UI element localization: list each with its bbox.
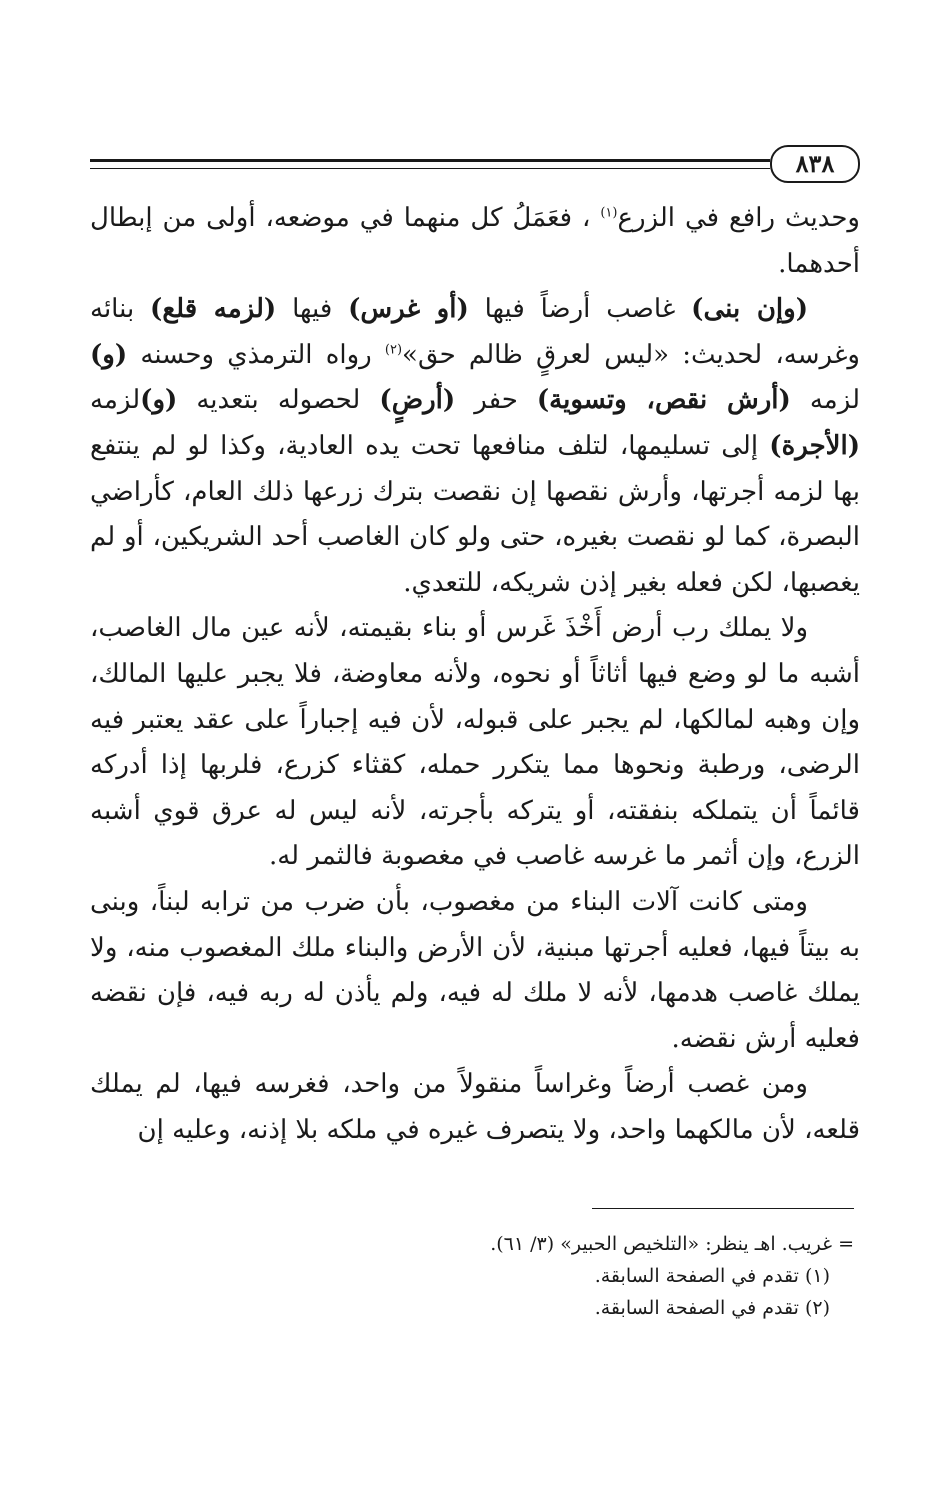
sharh-text: غاصب أرضاً فيها — [468, 294, 692, 325]
matn-text: (لزمه قلع) — [150, 294, 277, 325]
header-rule — [90, 159, 770, 169]
matn-text: (أرضٍ) — [379, 385, 456, 416]
sharh-text: لزمه — [90, 385, 141, 416]
footnote-separator — [592, 1208, 854, 1209]
matn-text: (أو غرس) — [348, 294, 469, 325]
matn-text: (و) — [90, 339, 128, 370]
paragraph — [90, 196, 860, 287]
page-header — [90, 145, 860, 181]
matn-text: (وإن بنى) — [691, 294, 809, 325]
sharh-text: لحصوله بتعديه — [177, 385, 380, 416]
paragraph — [90, 287, 860, 606]
footnote: (١) تقدم في الصفحة السابقة. — [594, 1265, 830, 1287]
footnotes — [84, 1228, 854, 1324]
sharh-text: ، فعَمَلُ كل منهما في موضعه، أولى من إبطال أحدهما. — [90, 203, 860, 279]
main-text — [90, 196, 860, 1153]
footnote-ref: (١) — [600, 205, 618, 221]
sharh-text: إلى تسليمها، لتلف منافعها تحت يده العادية، وكذا لو لم ينتفع بها لزمه أجرتها، وأرش نقصها إن نقصت بترك زرعها ذلك العام، كأراضي البصرة، كما لو نقصت بغيره، حتى ولو كان الغاصب أحد الشريكين، أو لم يغصبها، لكن فعله بغير إذن شريكه، للتعدي. — [90, 430, 860, 598]
footnote: (٢) تقدم في الصفحة السابقة. — [594, 1297, 830, 1319]
sharh-text: ومن غصب أرضاً وغراساً منقولاً من واحد، فغرسه فيها، لم يملك قلعه، لأن مالكهما واحد، ولا يتصرف غيره في ملكه بلا إذنه، وعليه إن — [90, 1069, 860, 1145]
page-number: ٨٣٨ — [770, 145, 860, 183]
paragraph — [90, 606, 860, 880]
sharh-text: فيها — [276, 294, 349, 325]
paragraph — [90, 1062, 860, 1153]
sharh-text: وحديث رافع في الزرع — [617, 203, 860, 233]
sharh-text: ومتى كانت آلات البناء من مغصوب، بأن ضرب من ترابه لبناً، وبنى به بيتاً فيها، فعليه أجرتها مبنية، لأن الأرض والبناء ملك المغصوب منه، ولا يملك غاصب هدمها، لأنه لا ملك له فيه، ولم يأذن له ربه فيه، فإن نقضه فعليه أرش نقضه. — [90, 886, 860, 1054]
sharh-text: بنائه وغرسه، لحديث: «ليس لعرقٍ ظالم حق» — [90, 294, 860, 370]
matn-text: (الأجرة) — [769, 430, 860, 461]
sharh-text: ولا يملك رب أرض أَخْذَ غَرس أو بناء بقيمته، لأنه عين مال الغاصب، أشبه ما لو وضع فيها أثاثاً أو نحوه، ولأنه معاوضة، فلا يجبر عليها المالك، وإن وهبه لمالكها، لم يجبر على قبوله، لأن فيه إجباراً على عقد يعتبر فيه الرضى، ورطبة ونحوها مما يتكرر حمله، كقثاء كزرع، فلربها إذا أدركه قائماً أن يتملكه بنفقته، أو يتركه بأجرته، لأنه ليس له عرق قوي أشبه الزرع، وإن أثمر ما غرسه غاصب في مغصوبة فالثمر له. — [90, 613, 860, 872]
matn-text: (أرش نقص، وتسوية) — [536, 385, 791, 416]
footnote: = غريب. اهـ ينظر: «التلخيص الحبير» (٣/ ٦١). — [490, 1233, 854, 1255]
sharh-text: رواه الترمذي وحسنه — [127, 339, 385, 370]
paragraph — [90, 880, 860, 1062]
footnote-ref: (٢) — [384, 342, 403, 358]
sharh-text: حفر — [455, 385, 537, 416]
matn-text: (و) — [140, 385, 178, 416]
sharh-text: لزمه — [790, 385, 860, 416]
